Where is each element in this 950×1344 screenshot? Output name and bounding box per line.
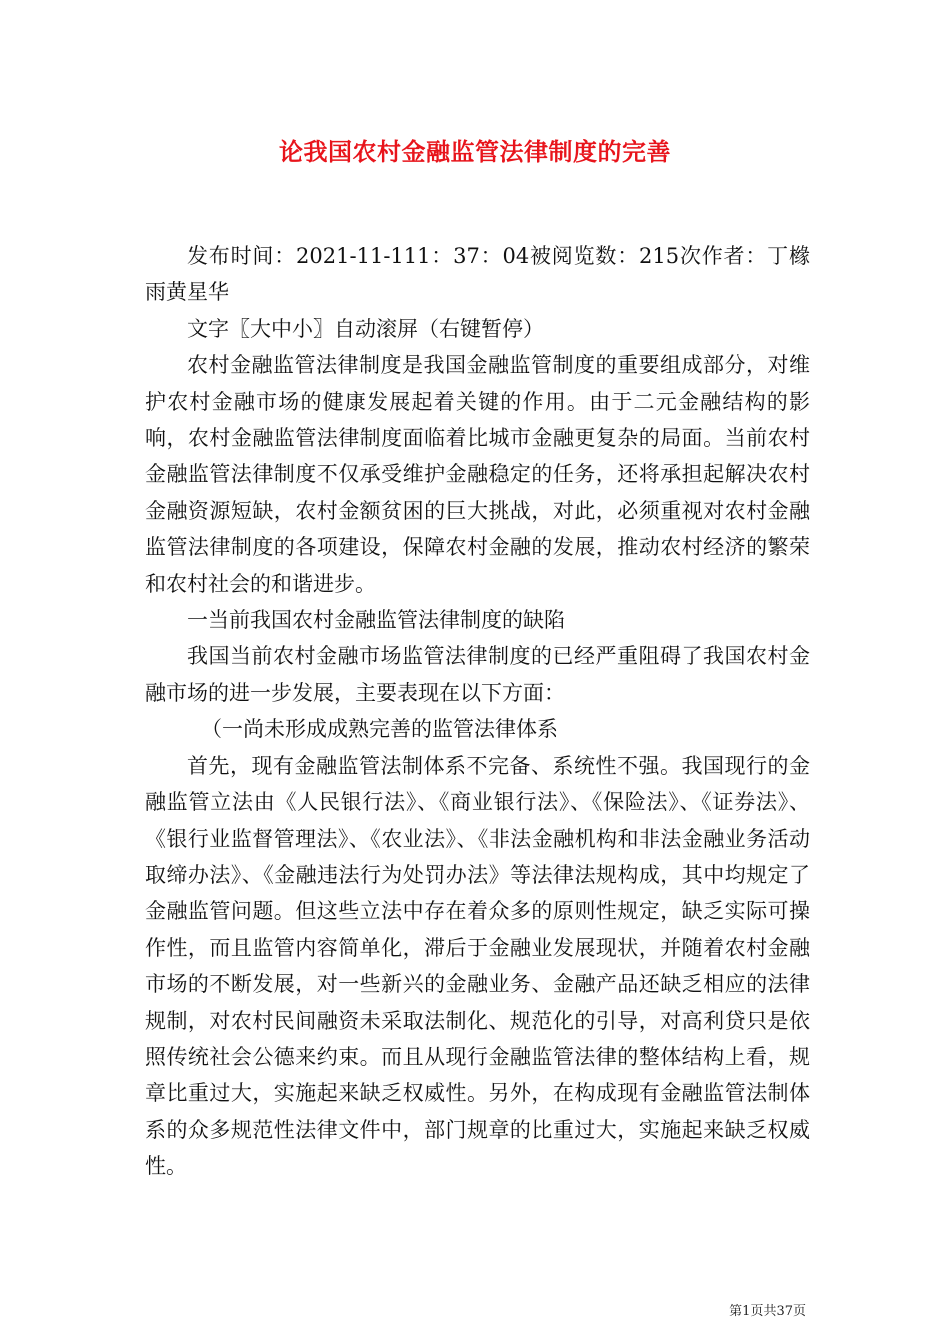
page-number: 第1页共37页 [729, 1304, 806, 1319]
paragraph-legal-system: 首先，现有金融监管法制体系不完备、系统性不强。我国现行的金融监管立法由《人民银行法》、《商业银行法》、《保险法》、《证券法》、《银行业监督管理法》、《农业法》、《非法金融机构和非法金融业务活动取缔办法》、《金融违法行为处罚办法》等法律法规构成，其中均规定了金融监管问题。但这些立法中存在着众多的原则性规定，缺乏实际可操作性，而且监管内容简单化，滞后于金融业发展现状，并随着农村金融市场的不断发展，对一些新兴的金融业务、金融产品还缺乏相应的法律规制，对农村民间融资未采取法制化、规范化的引导，对高利贷只是依照传统社会公德来约束。而且从现行金融监管法律的整体结构上看，规章比重过大，实施起来缺乏权威性。另外，在构成现有金融监管法制体系的众多规范性法律文件中，部门规章的比重过大，实施起来缺乏权威性。 [145, 753, 810, 1179]
paragraph-intro: 农村金融监管法律制度是我国金融监管制度的重要组成部分，对维护农村金融市场的健康发展起着关键的作用。由于二元金融结构的影响，农村金融监管法律制度面临着比城市金融更复杂的局面。当前农村金融监管法律制度不仅承受维护金融稳定的任务，还将承担起解决农村金融资源短缺，农村金额贫困的巨大挑战，对此，必须重视对农村金融监管法律制度的各项建设，保障农村金融的发展，推动农村经济的繁荣和农村社会的和谐进步。 [145, 353, 810, 596]
font-size-controls: 文字〖大中小〗自动滚屏（右键暂停） [187, 316, 544, 341]
subsection-heading-1: （一尚未形成成熟完善的监管法律体系 [201, 717, 558, 742]
document-body [145, 238, 810, 1185]
document-title: 论我国农村金融监管法律制度的完善 [279, 137, 671, 166]
publish-meta: 发布时间：2021-11-111：37：04被阅览数：215次作者：丁橼雨黄星华 [145, 244, 810, 305]
section-heading-1: 一当前我国农村金融监管法律制度的缺陷 [187, 608, 565, 633]
paragraph-overview: 我国当前农村金融市场监管法律制度的已经严重阻碍了我国农村金融市场的进一步发展，主要表现在以下方面： [145, 644, 810, 705]
